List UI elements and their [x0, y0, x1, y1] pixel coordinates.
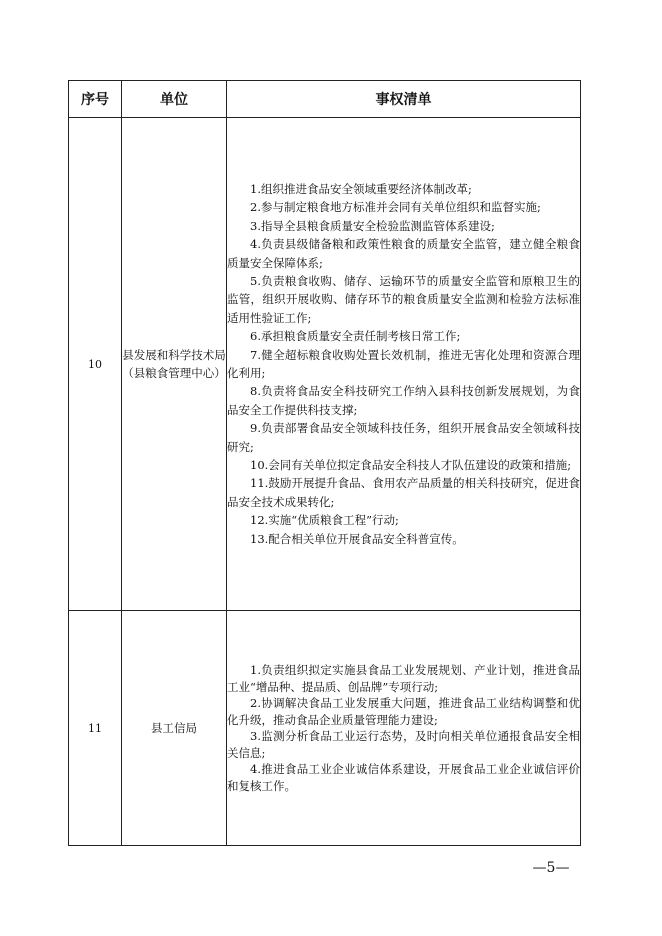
duty-item: 2.参与制定粮食地方标准并会同有关单位组织和监督实施; [250, 200, 541, 215]
duty-table [68, 80, 581, 846]
row-duties [227, 611, 581, 846]
duty-item: 10.会同有关单位拟定食品安全科技人才队伍建设的政策和措施; [250, 458, 572, 473]
duty-item: 11.鼓励开展提升食品、食用农产品质量的相关科技研究，促进食品安全技术成果转化; [227, 476, 580, 509]
row-duties [227, 118, 581, 611]
row-unit: 县发展和科学技术局（县粮食管理中心） [122, 118, 227, 611]
duty-item: 3.指导全县粮食质量安全检验监测监管体系建设; [250, 218, 495, 233]
duty-item: 4.推进食品工业企业诚信体系建设，开展食品工业企业诚信评价和复核工作。 [227, 762, 580, 793]
duty-item: 1.负责组织拟定实施县食品工业发展规划、产业计划，推进食品工业“增品种、提品质、创品牌”专项行动; [227, 663, 580, 694]
duty-item: 5.负责粮食收购、储存、运输环节的质量安全监管和原粮卫生的监管，组织开展收购、储存环节的粮食质量安全监测和检验方法标准适用性验证工作; [227, 273, 580, 325]
duty-item: 7.健全超标粮食收购处置长效机制，推进无害化处理和资源合理化利用; [227, 347, 580, 380]
row-index: 11 [69, 611, 122, 846]
row-index: 10 [69, 118, 122, 611]
duty-item: 8.负责将食品安全科技研究工作纳入县科技创新发展规划，为食品安全工作提供科技支撑; [227, 384, 580, 417]
duty-item: 13.配合相关单位开展食品安全科普宣传。 [250, 531, 464, 546]
duty-item: 9.负责部署食品安全领域科技任务，组织开展食品安全领域科技研究; [227, 421, 580, 454]
page-number: —5— [532, 860, 570, 876]
duty-item: 12.实施“优质粮食工程”行动; [250, 513, 399, 528]
duty-item: 1.组织推进食品安全领域重要经济体制改革; [250, 181, 472, 196]
header-index: 序号 [69, 81, 122, 118]
header-duties: 事权清单 [227, 81, 581, 118]
duty-item: 2.协调解决食品工业发展重大问题，推进食品工业结构调整和优化升级，推动食品企业质量管理能力建设; [227, 696, 580, 727]
duty-item: 3.监测分析食品工业运行态势，及时向相关单位通报食品安全相关信息; [227, 729, 580, 760]
table-header-row [69, 81, 581, 118]
duty-item: 6.承担粮食质量安全责任制考核日常工作; [250, 329, 461, 344]
duty-item: 4.负责县级储备粮和政策性粮食的质量安全监管，建立健全粮食质量安全保障体系; [227, 237, 580, 270]
header-unit: 单位 [122, 81, 227, 118]
table-row [69, 118, 581, 611]
row-unit: 县工信局 [122, 611, 227, 846]
table-row [69, 611, 581, 846]
